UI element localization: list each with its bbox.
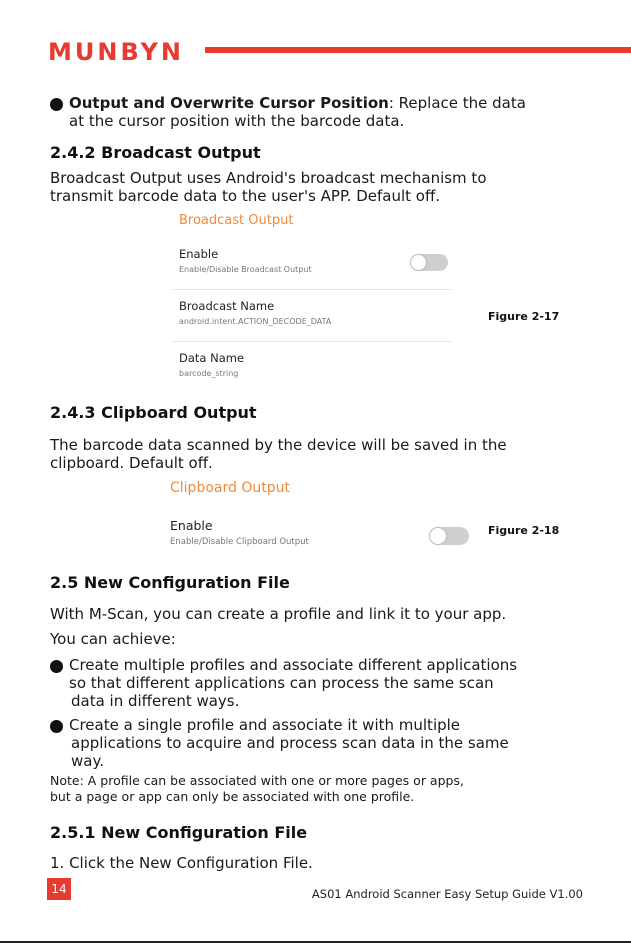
step-1-text: 1. Click the New Configuration File. [50,854,313,872]
section-heading-2-5: 2.5 New Configuration File [50,573,290,592]
toggle-knob [411,255,426,270]
setting-label: Broadcast Name [179,299,275,313]
bullet-dot-icon [50,98,63,111]
paragraph-achieve: You can achieve: [50,630,176,648]
note-line: Note: A profile can be associated with one or more pages or apps, [50,773,464,788]
brand-logo: MUNBYN [48,38,184,66]
paragraph-line: The barcode data scanned by the device will be saved in the [50,436,507,454]
paragraph-mscan: With M-Scan, you can create a profile and link it to your app. [50,605,507,623]
paragraph-clipboard [50,436,590,472]
bullet-text: Create multiple profiles and associate different applications [69,656,518,674]
page-number-badge: 14 [47,878,71,900]
note-line: but a page or app can only be associated with one profile. [50,789,415,804]
setting-description: Enable/Disable Broadcast Output [179,265,312,274]
paragraph-line: transmit barcode data to the user's APP. Default off. [50,187,441,205]
paragraph-line: clipboard. Default off. [50,454,213,472]
setting-enable[interactable] [179,247,312,274]
setting-label: Data Name [179,351,245,365]
bullet-text: way. [71,752,104,770]
bullet-text: data in different ways. [71,692,240,710]
panel-title: Broadcast Output [179,213,294,228]
figure-caption-2-17: Figure 2-17 [488,310,560,323]
setting-description: barcode_string [179,369,239,378]
setting-description: android.intent.ACTION_DECODE_DATA [179,317,332,326]
enable-toggle[interactable] [410,254,448,271]
setting-broadcast-name[interactable] [179,299,331,326]
enable-toggle[interactable] [429,527,469,545]
paragraph-broadcast [50,169,590,205]
toggle-knob [430,528,446,544]
setting-description: Enable/Disable Clipboard Output [170,537,309,547]
bullet-text: Create a single profile and associate it with multiple [69,716,461,734]
section-heading-2-4-2: 2.4.2 Broadcast Output [50,143,261,162]
setting-enable[interactable] [170,518,309,547]
bullet-text: applications to acquire and process scan data in the same [71,734,509,752]
figure-caption-2-18: Figure 2-18 [488,524,560,537]
clipboard-output-settings-panel [165,478,475,558]
bullet-dot-icon [50,660,63,673]
bullet-dot-icon [50,720,63,733]
setting-label: Enable [179,247,219,261]
panel-title: Clipboard Output [170,480,290,496]
bullet-text: so that different applications can process the same scan [69,674,494,692]
footer-title: AS01 Android Scanner Easy Setup Guide V1.00 [311,887,583,901]
header-accent-bar [205,47,631,53]
paragraph-line: Broadcast Output uses Android's broadcast mechanism to [50,169,487,187]
divider [172,289,452,290]
bullet-single-profile [50,716,509,770]
bullet-text-line2: at the cursor position with the barcode data. [69,112,405,130]
bullet-output-overwrite [50,94,526,130]
bullet-multiple-profiles [50,656,517,710]
section-heading-2-5-1: 2.5.1 New Configuration File [50,823,308,842]
note-text [50,773,590,805]
broadcast-output-settings-panel [172,210,452,395]
bullet-text: : Replace the data [388,94,526,112]
bullet-bold-text: Output and Overwrite Cursor Position [69,94,389,112]
section-heading-2-4-3: 2.4.3 Clipboard Output [50,403,257,422]
setting-label: Enable [170,518,213,533]
footer-rule [0,941,631,943]
divider [172,341,452,342]
setting-data-name[interactable] [179,351,244,378]
